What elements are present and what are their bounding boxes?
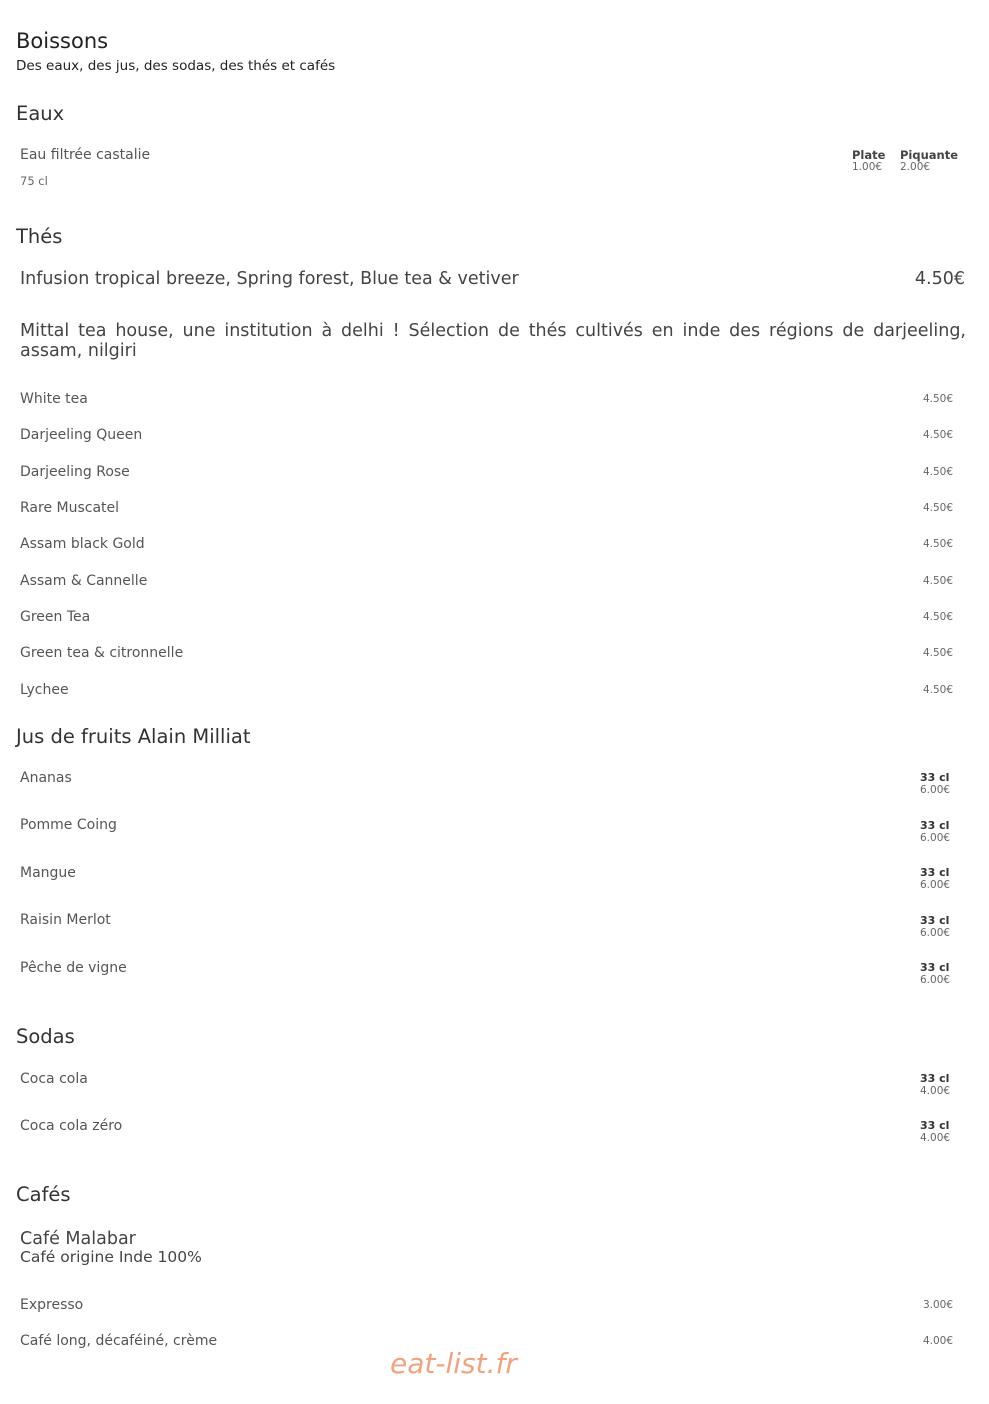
volume-price xyxy=(920,1072,950,1098)
infusion-price: 4.50€ xyxy=(914,269,965,289)
item-volume: 33 cl xyxy=(920,1072,950,1085)
list-item: Assam & Cannelle xyxy=(20,573,148,589)
section-heading-eaux: Eaux xyxy=(16,102,65,125)
list-item: Expresso xyxy=(20,1297,84,1313)
price-piquante: 2.00€ xyxy=(900,161,931,173)
volume-price xyxy=(920,819,950,845)
item-price: 4.50€ xyxy=(922,684,953,696)
list-item: Green Tea xyxy=(20,609,91,625)
item-volume: 33 cl xyxy=(920,866,950,879)
item-price: 4.50€ xyxy=(922,647,953,659)
section-heading-thes: Thés xyxy=(16,225,63,248)
item-price: 3.00€ xyxy=(922,1299,953,1311)
section-heading-sodas: Sodas xyxy=(16,1025,75,1048)
item-price: 4.50€ xyxy=(922,466,953,478)
item-price: 4.50€ xyxy=(922,393,953,405)
list-item: Coca cola zéro xyxy=(20,1118,123,1134)
page-title: Boissons xyxy=(16,29,109,53)
volume-price xyxy=(920,1119,950,1145)
item-price: 6.00€ xyxy=(920,832,951,844)
item-size: 75 cl xyxy=(20,174,48,188)
item-price: 4.50€ xyxy=(922,538,953,550)
volume-price xyxy=(920,866,950,892)
item-price: 6.00€ xyxy=(920,974,951,986)
item-volume: 33 cl xyxy=(920,1119,950,1132)
item-volume: 33 cl xyxy=(920,961,950,974)
page-subtitle: Des eaux, des jus, des sodas, des thés et cafés xyxy=(16,58,336,74)
item-price: 4.00€ xyxy=(922,1335,953,1347)
item-volume: 33 cl xyxy=(920,914,950,927)
tea-description: Mittal tea house, une institution à delhi ! Sélection de thés cultivés en inde des régions de darjeeling, assam, nilgiri xyxy=(20,321,966,361)
section-heading-jus: Jus de fruits Alain Milliat xyxy=(16,725,251,748)
list-item: Raisin Merlot xyxy=(20,912,111,928)
item-price: 4.50€ xyxy=(922,575,953,587)
item-price: 6.00€ xyxy=(920,879,951,891)
watermark: eat-list.fr xyxy=(390,1347,517,1380)
list-item: Darjeeling Rose xyxy=(20,464,130,480)
volume-price xyxy=(920,961,950,987)
item-volume: 33 cl xyxy=(920,819,950,832)
list-item: Ananas xyxy=(20,770,72,786)
section-heading-cafes: Cafés xyxy=(16,1183,71,1206)
item-price: 4.50€ xyxy=(922,429,953,441)
item-price: 4.00€ xyxy=(920,1132,951,1144)
list-item: Rare Muscatel xyxy=(20,500,120,516)
list-item: White tea xyxy=(20,391,88,407)
list-item: Café long, décaféiné, crème xyxy=(20,1333,218,1349)
list-item: Mangue xyxy=(20,865,76,881)
item-price: 4.00€ xyxy=(920,1085,951,1097)
volume-price xyxy=(920,914,950,940)
list-item: Lychee xyxy=(20,682,69,698)
cafe-malabar-title: Café Malabar xyxy=(20,1229,136,1249)
price-column-label-piquante: Piquante xyxy=(900,148,959,162)
item-price: 4.50€ xyxy=(922,611,953,623)
list-item: Pêche de vigne xyxy=(20,960,127,976)
item-price: 6.00€ xyxy=(920,784,951,796)
item-price: 6.00€ xyxy=(920,927,951,939)
cafe-malabar-subtitle: Café origine Inde 100% xyxy=(20,1248,202,1266)
price-plate: 1.00€ xyxy=(852,161,883,173)
volume-price xyxy=(920,771,950,797)
item-name: Eau filtrée castalie xyxy=(20,147,151,163)
list-item: Coca cola xyxy=(20,1071,88,1087)
price-column-label-plate: Plate xyxy=(852,148,886,162)
list-item: Green tea & citronnelle xyxy=(20,645,184,661)
list-item: Pomme Coing xyxy=(20,817,117,833)
list-item: Assam black Gold xyxy=(20,536,145,552)
infusion-name: Infusion tropical breeze, Spring forest, Blue tea & vetiver xyxy=(20,269,519,289)
item-volume: 33 cl xyxy=(920,771,950,784)
item-price: 4.50€ xyxy=(922,502,953,514)
list-item: Darjeeling Queen xyxy=(20,427,143,443)
